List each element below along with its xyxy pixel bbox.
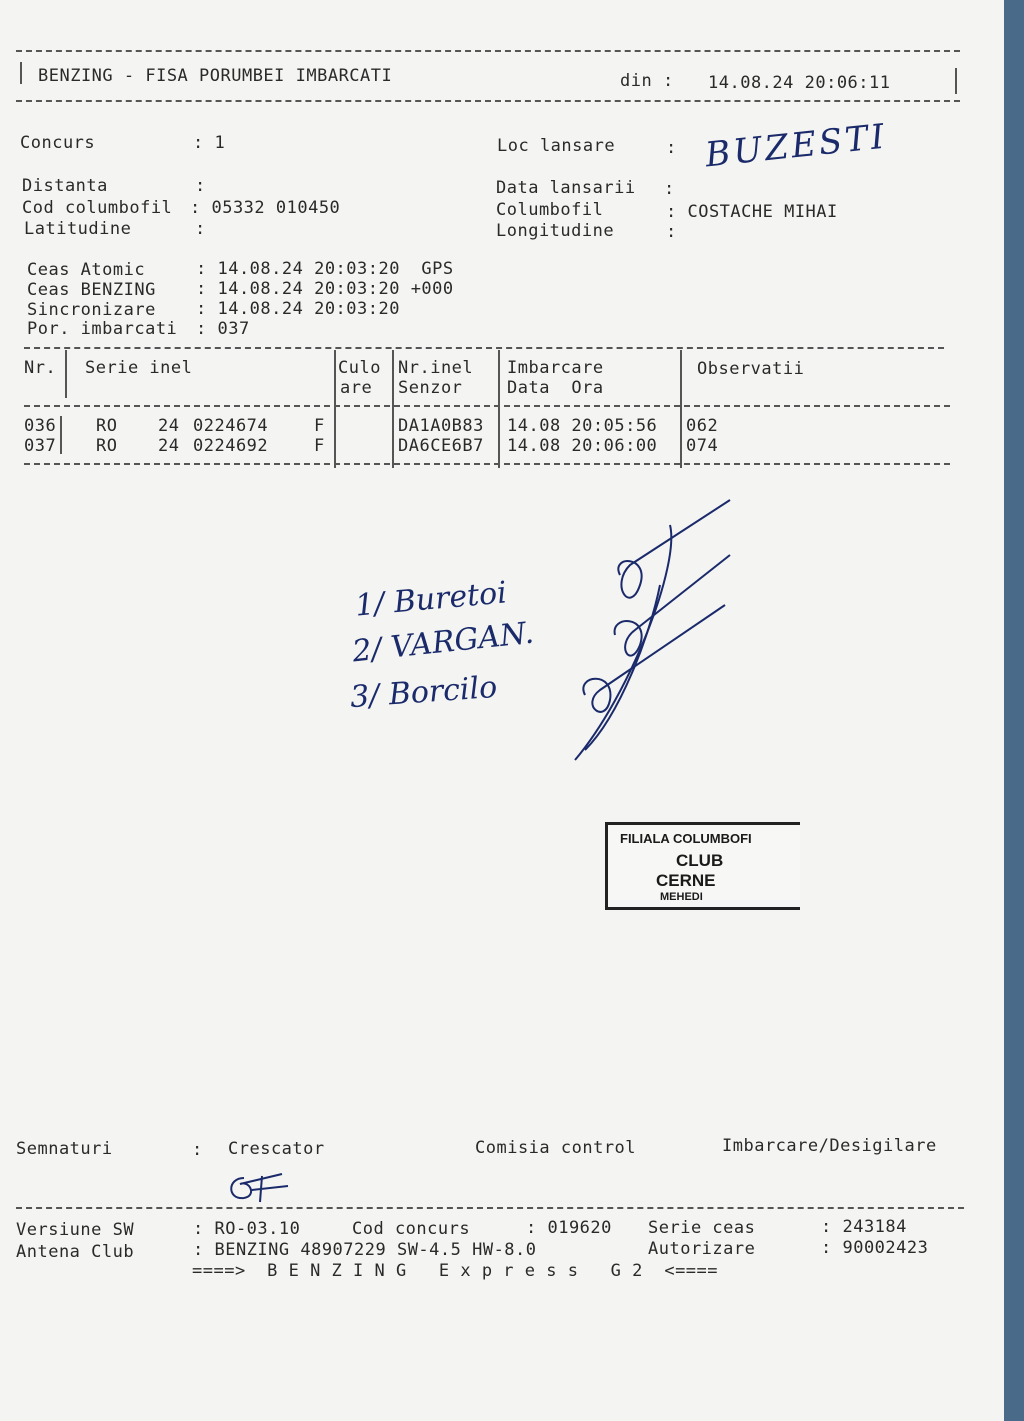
cell-obs: 062 bbox=[686, 416, 719, 436]
cell-data-ora: 14.08 20:05:56 bbox=[507, 416, 658, 436]
sincronizare-value: : 14.08.24 20:03:20 bbox=[196, 299, 400, 319]
por-imbarcati-label: Por. imbarcati bbox=[27, 319, 178, 339]
cod-columbofil-label: Cod columbofil bbox=[22, 198, 173, 218]
table-bottom-rule bbox=[24, 463, 950, 465]
cell-senzor: DA6CE6B7 bbox=[398, 436, 484, 456]
loc-lansare-label: Loc lansare bbox=[497, 136, 616, 156]
ceas-benzing-value: : 14.08.24 20:03:20 +000 bbox=[196, 279, 454, 299]
handwritten-item: 1/ Buretoi bbox=[353, 575, 509, 624]
antena-value: : BENZING 48907229 SW-4.5 HW-8.0 bbox=[193, 1240, 537, 1260]
crescator-signature-icon bbox=[222, 1170, 292, 1206]
concurs-label: Concurs bbox=[20, 133, 96, 153]
handwritten-signatures-icon bbox=[560, 495, 740, 775]
loc-lansare-handwritten: BUZESTI bbox=[703, 116, 890, 176]
cell-nr: 036 bbox=[24, 416, 57, 436]
cell-an: 24 bbox=[158, 436, 180, 456]
header-bottom-rule bbox=[16, 100, 960, 102]
loc-lansare-value: : bbox=[666, 138, 677, 158]
stamp-line: CLUB bbox=[676, 851, 724, 870]
th-culoare-2: are bbox=[340, 378, 373, 398]
columbofil-label: Columbofil bbox=[496, 200, 604, 220]
distanta-label: Distanta bbox=[22, 176, 108, 196]
date-label: din : bbox=[620, 71, 674, 91]
semnaturi-label: Semnaturi bbox=[16, 1139, 113, 1159]
cell-senzor: DA1A0B83 bbox=[398, 416, 484, 436]
cell-serie: 0224692 bbox=[193, 436, 269, 456]
cell-an: 24 bbox=[158, 416, 180, 436]
th-observatii: Observatii bbox=[697, 359, 805, 379]
stamp-line: MEHEDI bbox=[660, 891, 703, 903]
cell-tara: RO bbox=[96, 416, 118, 436]
cod-concurs-value: : 019620 bbox=[526, 1218, 612, 1238]
th-nrinel-1: Nr.inel bbox=[398, 358, 474, 378]
latitudine-value: : bbox=[195, 219, 206, 239]
columbofil-value: : COSTACHE MIHAI bbox=[666, 202, 838, 222]
autorizare-value: : 90002423 bbox=[821, 1238, 929, 1258]
header-right-rule bbox=[955, 68, 957, 94]
imbarcare-label: Imbarcare/Desigilare bbox=[722, 1136, 937, 1156]
cod-concurs-label: Cod concurs bbox=[352, 1219, 471, 1239]
ceas-atomic-label: Ceas Atomic bbox=[27, 260, 146, 280]
handwritten-item: 3/ Borcilo bbox=[348, 669, 499, 716]
versiune-value: : RO-03.10 bbox=[193, 1219, 301, 1239]
cell-sex: F bbox=[314, 416, 325, 436]
club-stamp bbox=[605, 822, 800, 910]
th-imbarcare-1: Imbarcare bbox=[507, 358, 604, 378]
ceas-benzing-label: Ceas BENZING bbox=[27, 280, 156, 300]
cell-nr: 037 bbox=[24, 436, 57, 456]
crescator-label: Crescator bbox=[228, 1139, 325, 1159]
longitudine-label: Longitudine bbox=[496, 221, 615, 241]
cod-columbofil-value: : 05332 010450 bbox=[190, 198, 341, 218]
autorizare-label: Autorizare bbox=[648, 1239, 756, 1259]
footer-top-rule bbox=[16, 1207, 964, 1209]
brand-line: ====> B E N Z I N G E x p r e s s G 2 <==== bbox=[192, 1261, 719, 1281]
serie-ceas-label: Serie ceas bbox=[648, 1218, 756, 1238]
th-culoare-1: Culo bbox=[338, 358, 381, 378]
stamp-line: FILIALA COLUMBOFI bbox=[620, 831, 752, 846]
data-lansarii-label: Data lansarii bbox=[496, 178, 636, 198]
cell-serie: 0224674 bbox=[193, 416, 269, 436]
th-imbarcare-2: Data Ora bbox=[507, 378, 604, 398]
latitudine-label: Latitudine bbox=[24, 219, 132, 239]
table-col-rule-2 bbox=[334, 350, 336, 468]
versiune-label: Versiune SW bbox=[16, 1220, 135, 1240]
th-serie: Serie inel bbox=[85, 358, 193, 378]
table-col-rule-5 bbox=[680, 350, 682, 468]
th-nr: Nr. bbox=[24, 358, 57, 378]
table-col-rule-3 bbox=[392, 350, 394, 468]
cell-obs: 074 bbox=[686, 436, 719, 456]
antena-label: Antena Club bbox=[16, 1242, 135, 1262]
por-imbarcati-value: : 037 bbox=[196, 319, 250, 339]
document-title: BENZING - FISA PORUMBEI IMBARCATI bbox=[38, 66, 393, 86]
header-top-rule bbox=[16, 50, 960, 52]
data-lansarii-value: : bbox=[664, 179, 675, 199]
longitudine-value: : bbox=[666, 222, 677, 242]
distanta-value: : bbox=[195, 176, 206, 196]
table-row-rule bbox=[60, 416, 62, 454]
cell-tara: RO bbox=[96, 436, 118, 456]
stamp-line: CERNE bbox=[656, 871, 716, 890]
sincronizare-label: Sincronizare bbox=[27, 300, 156, 320]
cell-data-ora: 14.08 20:06:00 bbox=[507, 436, 658, 456]
table-col-rule-1 bbox=[65, 350, 67, 398]
th-nrinel-2: Senzor bbox=[398, 378, 463, 398]
comisia-label: Comisia control bbox=[475, 1138, 637, 1158]
cell-sex: F bbox=[314, 436, 325, 456]
header-left-rule bbox=[20, 62, 22, 84]
serie-ceas-value: : 243184 bbox=[821, 1217, 907, 1237]
concurs-value: : 1 bbox=[193, 133, 226, 153]
table-top-rule bbox=[24, 347, 944, 349]
semnaturi-colon: : bbox=[192, 1140, 203, 1160]
handwritten-item: 2/ VARGAN. bbox=[350, 615, 536, 670]
ceas-atomic-value: : 14.08.24 20:03:20 GPS bbox=[196, 259, 454, 279]
table-header-rule bbox=[24, 405, 950, 407]
table-col-rule-4 bbox=[498, 350, 500, 468]
date-value: 14.08.24 20:06:11 bbox=[708, 73, 891, 93]
